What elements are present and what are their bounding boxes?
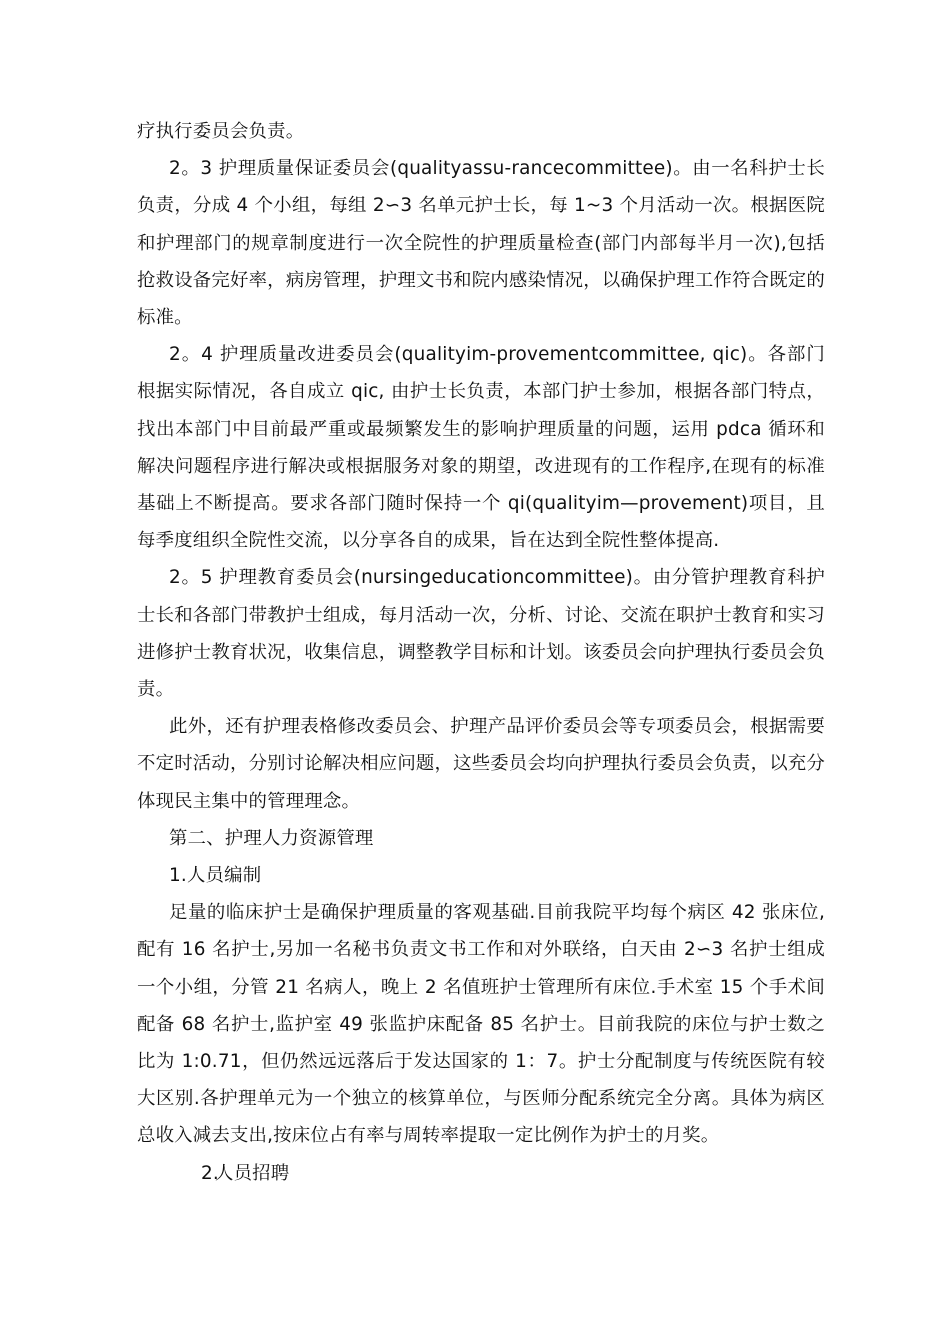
paragraph-quality-assurance-committee: 2。3 护理质量保证委员会(qualityassu-rancecommittee)。由一名科护士长负责，分成 4 个小组，每组 2∽3 名单元护士长，每 1~3 个月活动一次。根据医院和护理部门的规章制度进行一次全院性的护理质量检查(部门内部每半月一次),包括抢救设备完好率，病房管理，护理文书和院内感染情况，以确保护理工作符合既定的标准。 <box>137 158 825 329</box>
paragraph-nursing-education-committee: 2。5 护理教育委员会(nursingeducationcommittee)。由分管护理教育科护士长和各部门带教护士组成，每月活动一次，分析、讨论、交流在职护士教育和实习进修护士教育状况，收集信息，调整教学目标和计划。该委员会向护理执行委员会负责。 <box>137 567 825 701</box>
document-body <box>137 113 825 1192</box>
recruitment-label: 人员招聘 <box>215 1162 290 1184</box>
recruitment-number: 2. <box>201 1162 219 1184</box>
paragraph-continuation: 疗执行委员会负责。 <box>137 121 305 142</box>
subheading-staffing: 1.人员编制 <box>169 865 262 887</box>
paragraph-special-committees: 此外，还有护理表格修改委员会、护理产品评价委员会等专项委员会，根据需要不定时活动，分别讨论解决相应问题，这些委员会均向护理执行委员会负责，以充分体现民主集中的管理理念。 <box>137 716 825 812</box>
section-heading-human-resources: 第二、护理人力资源管理 <box>169 827 374 849</box>
paragraph-staffing-details: 足量的临床护士是确保护理质量的客观基础.目前我院平均每个病区 42 张床位,配有 16 名护士,另加一名秘书负责文书工作和对外联络，白天由 2∽3 名护士组成一个小组，分管 21 名病人，晚上 2 名值班护士管理所有床位.手术室 15 个手术间配备 68 名护士,监护室 49 张监护床配备 85 名护士。目前我院的床位与护士数之比为 1:0.71，但仍然远远落后于发达国家的 1：7。护士分配制度与传统医院有较大区别.各护理单元为一个独立的核算单位，与医师分配系统完全分离。具体为病区总收入减去支出,按床位占有率与周转率提取一定比例作为护士的月奖。 <box>137 902 825 1147</box>
paragraph-quality-improvement-committee: 2。4 护理质量改进委员会(qualityim-provementcommittee, qic)。各部门根据实际情况，各自成立 qic, 由护士长负责，本部门护士参加，根据各部门特点，找出本部门中目前最严重或最频繁发生的影响护理质量的问题，运用 pdca 循环和解决问题程序进行解决或根据服务对象的期望，改进现有的工作程序,在现有的标准基础上不断提高。要求各部门随时保持一个 qi(qualityim—provement)项目，且每季度组织全院性交流，以分享各自的成果，旨在达到全院性整体提高. <box>137 344 825 552</box>
subheading-recruitment <box>137 1155 825 1192</box>
